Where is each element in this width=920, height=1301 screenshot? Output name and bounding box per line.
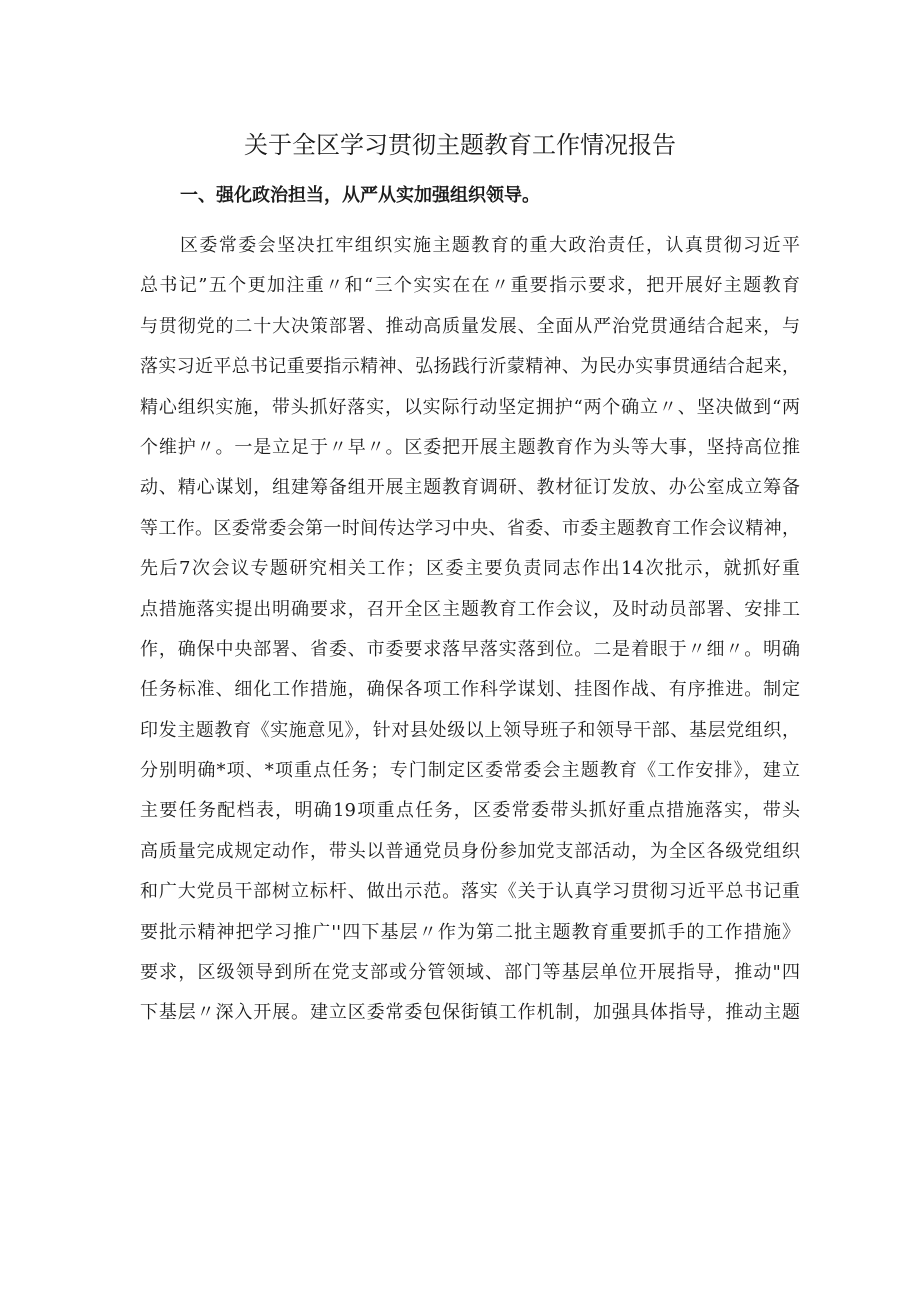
paragraph-line: 落实习近平总书记重要指示精神、弘扬践行沂蒙精神、为民办实事贯通结合起来， [140,356,800,378]
paragraph-line: 先后7次会议专题研究相关工作；区委主要负责同志作出14次批示，就抓好重 [140,558,800,580]
paragraph-line: 分别明确*项、*项重点任务；专门制定区委常委会主题教育《工作安排》，建立 [140,760,800,782]
paragraph-line: 与贯彻党的二十大决策部署、推动高质量发展、全面从严治党贯通结合起来，与 [140,315,800,337]
paragraph-line: 任务标准、细化工作措施，确保各项工作科学谋划、挂图作战、有序推进。制定 [140,679,800,701]
paragraph-body [140,226,800,1034]
section-heading: 一、强化政治担当，从严从实加强组织领导。 [180,185,540,206]
paragraph-line: 印发主题教育《实施意见》，针对县处级以上领导班子和领导干部、基层党组织， [140,719,800,741]
paragraph-line: 主要任务配档表，明确19项重点任务，区委常委带头抓好重点措施落实，带头 [140,800,800,822]
paragraph-line: 精心组织实施，带头抓好落实，以实际行动坚定拥护“两个确立〃、坚决做到“两 [140,396,800,418]
document-title: 关于全区学习贯彻主题教育工作情况报告 [244,131,676,159]
paragraph-line: 个维护〃。一是立足于〃早〃。区委把开展主题教育作为头等大事，坚持高位推 [140,436,800,458]
paragraph-line: 作，确保中央部署、省委、市委要求落早落实落到位。二是着眼于〃细〃。明确 [140,638,800,660]
paragraph-line: 高质量完成规定动作，带头以普通党员身份参加党支部活动，为全区各级党组织 [140,840,800,862]
paragraph-line: 动、精心谋划，组建筹备组开展主题教育调研、教材征订发放、办公室成立筹备 [140,477,800,499]
paragraph-line: 区委常委会坚决扛牢组织实施主题教育的重大政治责任，认真贯彻习近平 [180,235,800,256]
paragraph-line: 总书记”五个更加注重〃和“三个实实在在〃重要指示要求，把开展好主题教育 [140,275,800,297]
paragraph-line: 要批示精神把学习推广''四下基层〃作为第二批主题教育重要抓手的工作措施》 [140,921,800,943]
paragraph-line: 要求，区级领导到所在党支部或分管领域、部门等基层单位开展指导，推动"四 [140,962,800,984]
paragraph-line: 点措施落实提出明确要求，召开全区主题教育工作会议，及时动员部署、安排工 [140,598,800,620]
paragraph-line: 下基层〃深入开展。建立区委常委包保街镇工作机制，加强具体指导，推动主题 [140,1002,800,1024]
paragraph-line: 等工作。区委常委会第一时间传达学习中央、省委、市委主题教育工作会议精神， [140,517,800,539]
paragraph-line: 和广大党员干部树立标杆、做出示范。落实《关于认真学习贯彻习近平总书记重 [140,881,800,903]
